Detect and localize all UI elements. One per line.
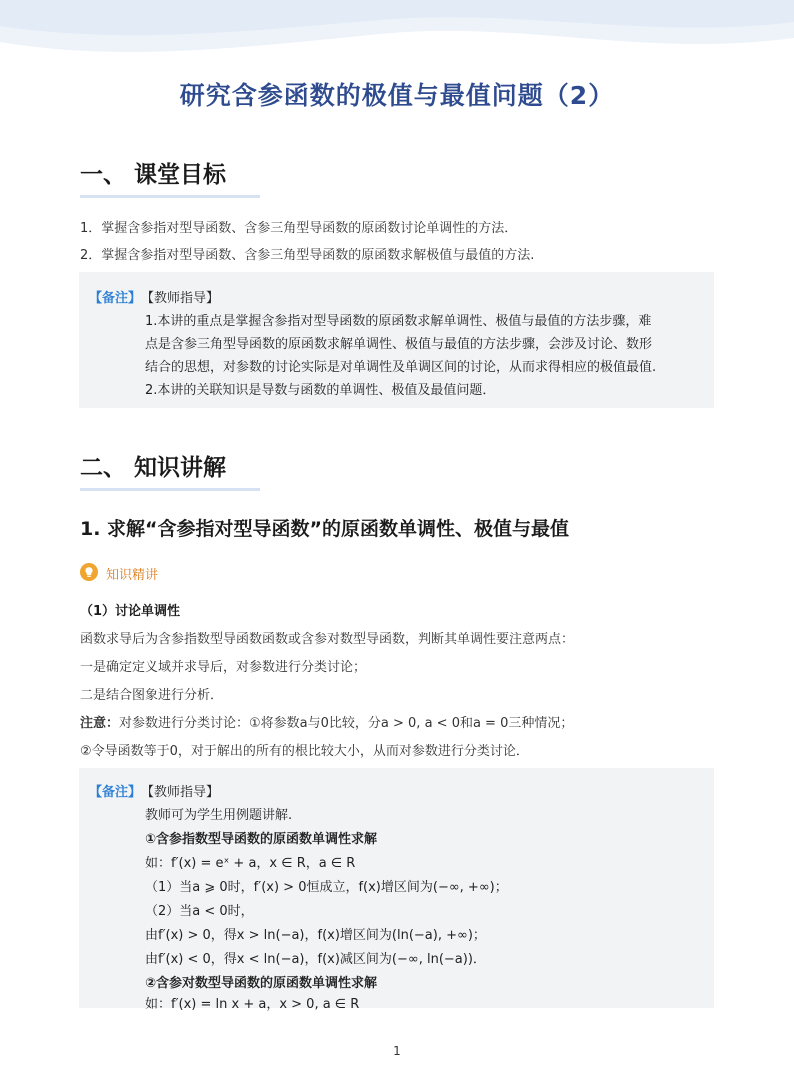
note-header: 【教师指导】 [141, 785, 220, 800]
note-line: 2.本讲的关联知识是导数与函数的单调性、极值及最值问题． [145, 383, 496, 398]
note-line: 点是含参三角型导函数的原函数求解单调性、极值与最值的方法步骤，会涉及讨论、数形 [145, 337, 653, 352]
note-line: 1.本讲的重点是掌握含参指对型导函数的原函数求解单调性、极值与最值的方法步骤，难 [145, 314, 652, 329]
note-line-bold: ②含参对数型导函数的原函数单调性求解 [145, 976, 378, 991]
goal-item-1: 1．掌握含参指对型导函数、含参三角型导函数的原函数讨论单调性的方法． [80, 221, 518, 236]
attention-label: 注意： [80, 716, 120, 731]
topic-heading: （1）讨论单调性 [80, 604, 181, 619]
attention-text: 对参数进行分类讨论：①将参数a与0比较，分a > 0, a < 0和a = 0三种情况； [119, 716, 574, 731]
note-line: 结合的思想，对参数的讨论实际是对单调性及单调区间的讨论，从而求得相应的极值最值. [145, 360, 657, 375]
attention-line [80, 712, 573, 731]
formula-line: 如：f′(x) = eˣ + a，x ∈ R，a ∈ R [145, 856, 356, 871]
formula-line: （1）当a ⩾ 0时，f′(x) > 0恒成立，f(x)增区间为(−∞, +∞)； [145, 880, 508, 895]
section-heading-goals: 一、 课堂目标 [80, 162, 227, 188]
formula-line: （2）当a < 0时， [145, 904, 254, 919]
goal-item-2: 2．掌握含参指对型导函数、含参三角型导函数的原函数求解极值与最值的方法. [80, 248, 535, 263]
document-title: 研究含参函数的极值与最值问题（2） [179, 81, 615, 110]
section-heading-knowledge: 二、 知识讲解 [80, 455, 227, 481]
note-line: 教师可为学生用例题讲解. [145, 808, 293, 823]
lightbulb-icon [80, 563, 98, 581]
subsection-heading: 1. 求解“含参指对型导函数”的原函数单调性、极值与最值 [80, 518, 570, 540]
formula-line: 由f′(x) > 0，得x > ln(−a)，f(x)增区间为(ln(−a), +∞)； [145, 928, 486, 943]
section-underline [80, 195, 260, 198]
body-line: 二是结合图象进行分析． [80, 688, 224, 703]
note-tag: 【备注】 [89, 785, 142, 800]
note-line-bold: ①含参指数型导函数的原函数单调性求解 [145, 832, 378, 847]
page-number: 1 [393, 1044, 401, 1058]
knowledge-label: 知识精讲 [106, 568, 159, 583]
formula-line: 如：f′(x) = ln x + a，x > 0, a ∈ R [145, 997, 360, 1012]
header-wave-decoration [0, 0, 794, 70]
note-header: 【教师指导】 [141, 291, 220, 306]
section-underline [80, 488, 260, 491]
body-line: 函数求导后为含参指数型导函数函数或含参对数型导函数，判断其单调性要注意两点： [80, 632, 575, 647]
attention-line-2: ②令导函数等于0，对于解出的所有的根比较大小，从而对参数进行分类讨论． [80, 744, 529, 759]
formula-line: 由f′(x) < 0，得x < ln(−a)，f(x)减区间为(−∞, ln(−a))． [145, 952, 486, 967]
note-tag: 【备注】 [89, 291, 142, 306]
body-line: 一是确定定义域并求导后，对参数进行分类讨论； [80, 660, 367, 675]
